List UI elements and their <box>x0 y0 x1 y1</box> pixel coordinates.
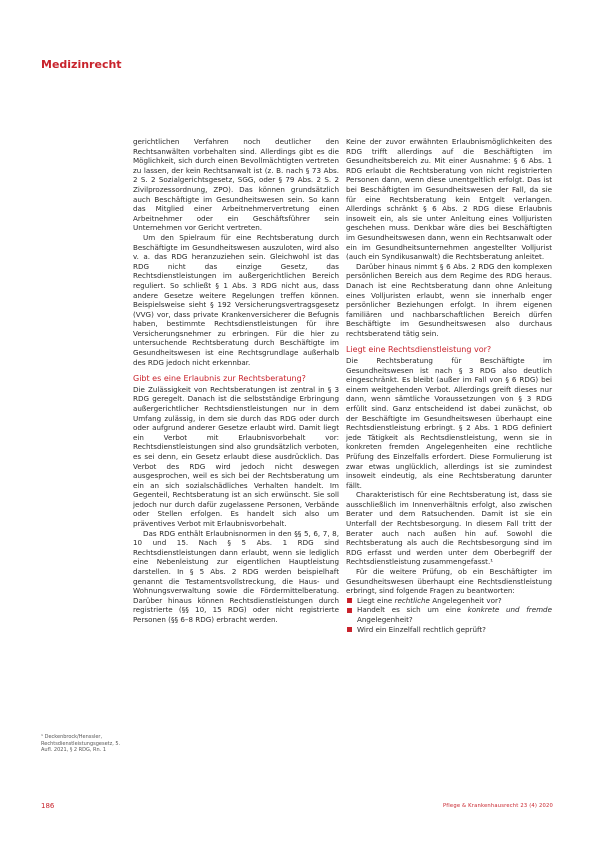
page-number: 186 <box>41 802 55 810</box>
list-item <box>346 625 552 635</box>
text-column-left <box>133 137 339 625</box>
list-item <box>346 605 552 624</box>
footnote: ¹ Deckenbrock/Henssler, Rechtsdienstleistungsgesetz, 5. Aufl. 2021, § 2 RDG, Rn. 1 <box>41 734 121 754</box>
paragraph: Die Zulässigkeit von Rechtsberatungen ist zentral in § 3 RDG geregelt. Danach ist die selbstständige Erbringung außergerichtlicher Rechtsdienstleistungen nur in dem Umfang zulässig, in dem sie durch das RDG oder durch oder aufgrund anderer Gesetze erlaubt wird. Damit liegt ein Verbot mit Erlaubnisvorbehalt vor: Rechtsdienstleistungen sind also grundsätzlich verboten, es sei denn, ein Gesetz erlaubt diese ausdrücklich. Das Verbot des RDG wird jedoch nicht deswegen ausgesprochen, weil es sich bei der Rechtsberatung um ein an sich sozialschädliches Verhalten handelt. Im Gegenteil, Rechtsberatung ist an sich erwünscht. Sie soll jedoch nur durch dafür zugelassene Personen, Verbände oder Stellen erfolgen. Es handelt sich also um präventives Verbot mit Erlaubnisvorbehalt. <box>133 384 339 529</box>
list-item-text: Angelegenheit vor? <box>429 595 502 605</box>
paragraph: Das RDG enthält Erlaubnisnormen in den §§ 5, 6, 7, 8, 10 und 15. Nach § 5 Abs. 1 RDG sind Rechtsdienstleistungen dann erlaubt, wenn sie lediglich eine Nebenleistung zur eigentlichen Hauptleistung darstellen. In § 5 Abs. 2 RDG werden beispielhaft genannt die Testamentsvollstreckung, die Haus- und Wohnungsverwaltung sowie die Fördermittelberatung. Darüber hinaus können Rechtsdienstleistungen durch registrierte (§§ 10, 15 RDG) oder nicht registrierte Personen (§§ 6–8 RDG) erbracht werden. <box>133 528 339 624</box>
subheading: Liegt eine Rechtsdienstleistung vor? <box>346 345 492 355</box>
section-title: Medizinrecht <box>41 58 122 71</box>
subheading: Gibt es eine Erlaubnis zur Rechtsberatung? <box>133 374 306 384</box>
text-column-right <box>346 137 552 634</box>
list-item-emphasis: rechtliche <box>394 595 430 605</box>
list-item-text: Angelegenheit? <box>357 615 413 624</box>
journal-reference: Pflege & Krankenhausrecht 23 (4) 2020 <box>442 803 553 809</box>
list-item-text: Wird ein Einzelfall rechtlich geprüft? <box>357 624 486 634</box>
list-item <box>346 596 552 606</box>
paragraph: Keine der zuvor erwähnten Erlaubnismöglichkeiten des RDG trifft allerdings auf die Beschäftigten im Gesundheitsbereich zu. Mit einer Ausnahme: § 6 Abs. 1 RDG erlaubt die Rechtsberatung von nicht registrierten Personen dann, wenn diese unentgeltlich erfolgt. Das ist bei Beschäftigten im Gesundheitswesen der Fall, da sie für eine Rechtsberatung kein Entgelt verlangen. Allerdings schränkt § 6 Abs. 2 RDG diese Erlaubnis insoweit ein, als sie unter Anleitung eines Volljuristen geschehen muss. Denkbar wäre dies bei Beschäftigten im Gesundheitswesen dann, wenn ein Rechtsanwalt oder ein im Gesundheitsunternehmen angestellter Volljurist (auch ein Syndikusanwalt) die Rechtsberatung anleitet. <box>346 137 552 262</box>
list-item-text: Handelt es sich um eine <box>357 605 468 615</box>
paragraph: Darüber hinaus nimmt § 6 Abs. 2 RDG den komplexen persönlichen Bereich aus dem Regime des RDG heraus. Danach ist eine Rechtsberatung dann ohne Anleitung eines Volljuristen erlaubt, wenn sie innerhalb enger persönlicher Beziehungen erfolgt. In ihrem eigenen familiären und nachbarschaftlichen Bereich dürfen Beschäftigte im Gesundheitswesen also durchaus rechtsberatend tätig sein. <box>346 261 552 338</box>
question-list <box>346 596 552 634</box>
list-item-text: Liegt eine <box>357 595 395 605</box>
paragraph: Charakteristisch für eine Rechtsberatung ist, dass sie ausschließlich im Innenverhältnis erfolgt, also zwischen Berater und dem Ratsuchenden. Damit ist sie ein Unterfall der Rechtsbesorgung. In diesem Fall tritt der Berater auch nach außen hin auf. Sowohl die Rechtsberatung als auch die Rechtsbesorgung sind im RDG erfasst und werden unter dem Oberbegriff der Rechtsdienstleistung zusammengefasst.¹ <box>346 490 552 567</box>
paragraph: Die Rechtsberatung für Beschäftigte im Gesundheitswesen ist nach § 3 RDG also deutlich eingeschränkt. Es bleibt (außer im Fall von § 6 RDG) bei einem weitgehenden Verbot. Allerdings greift dieses nur dann, wenn sämtliche Voraussetzungen von § 3 RDG erfüllt sind. Ganz entscheidend ist dabei zunächst, ob der Beschäftigte im Gesundheitswesen überhaupt eine Rechtsdienstleistung erbringt. § 2 Abs. 1 RDG definiert jede Tätigkeit als Rechtsdienstleistung, wenn sie in konkreten fremden Angelegenheiten eine rechtliche Prüfung des Einzelfalls erfordert. Diese Formulierung ist zwar etwas unglücklich, allerdings ist sie zumindest insoweit eindeutig, als eine Rechtsberatung darunter fällt. <box>346 355 552 490</box>
paragraph: Um den Spielraum für eine Rechtsberatung durch Beschäftigte im Gesundheitswesen auszuloten, wird also v. a. das RDG heranzuziehen sein. Gleichwohl ist das RDG nicht das einzige Gesetz, das Rechtsdienstleistungen im außergerichtlichen Bereich reguliert. So schließt § 1 Abs. 3 RDG nicht aus, dass andere Gesetze weitere Regelungen treffen können. Beispielsweise sieht § 192 Versicherungsvertragsgesetz (VVG) vor, dass private Krankenversicherer die Befugnis haben, bestimmte Rechtsdienstleistungen für ihre Versicherungsnehmer zu erbringen. Für die hier zu untersuchende Rechtsberatung durch Beschäftigte im Gesundheitswesen ist eine Rechtsgrundlage außerhalb des RDG jedoch nicht erkennbar. <box>133 232 339 367</box>
paragraph: Für die weitere Prüfung, ob ein Beschäftigter im Gesundheitswesen überhaupt eine Rechtsdienstleistung erbringt, sind folgende Fragen zu beantworten: <box>346 567 552 596</box>
list-item-emphasis: konkrete und fremde <box>467 605 552 615</box>
paragraph: gerichtlichen Verfahren noch deutlicher den Rechtsanwälten vorbehalten sind. Allerdings gibt es die Möglichkeit, sich durch einen Bevollmächtigten vertreten zu lassen, der kein Rechtsanwalt ist (z. B. nach § 73 Abs. 2 S. 2 Sozialgerichtsgesetz, SGG, oder § 79 Abs. 2 S. 2 Zivilprozessordnung, ZPO). Das können grundsätzlich auch Beschäftigte im Gesundheitswesen sein. So kann das Mitglied einer Arbeitnehmervertretung einen Arbeitnehmer oder ein Geschäftsführer sein Unternehmen vor Gericht vertreten. <box>133 137 339 233</box>
